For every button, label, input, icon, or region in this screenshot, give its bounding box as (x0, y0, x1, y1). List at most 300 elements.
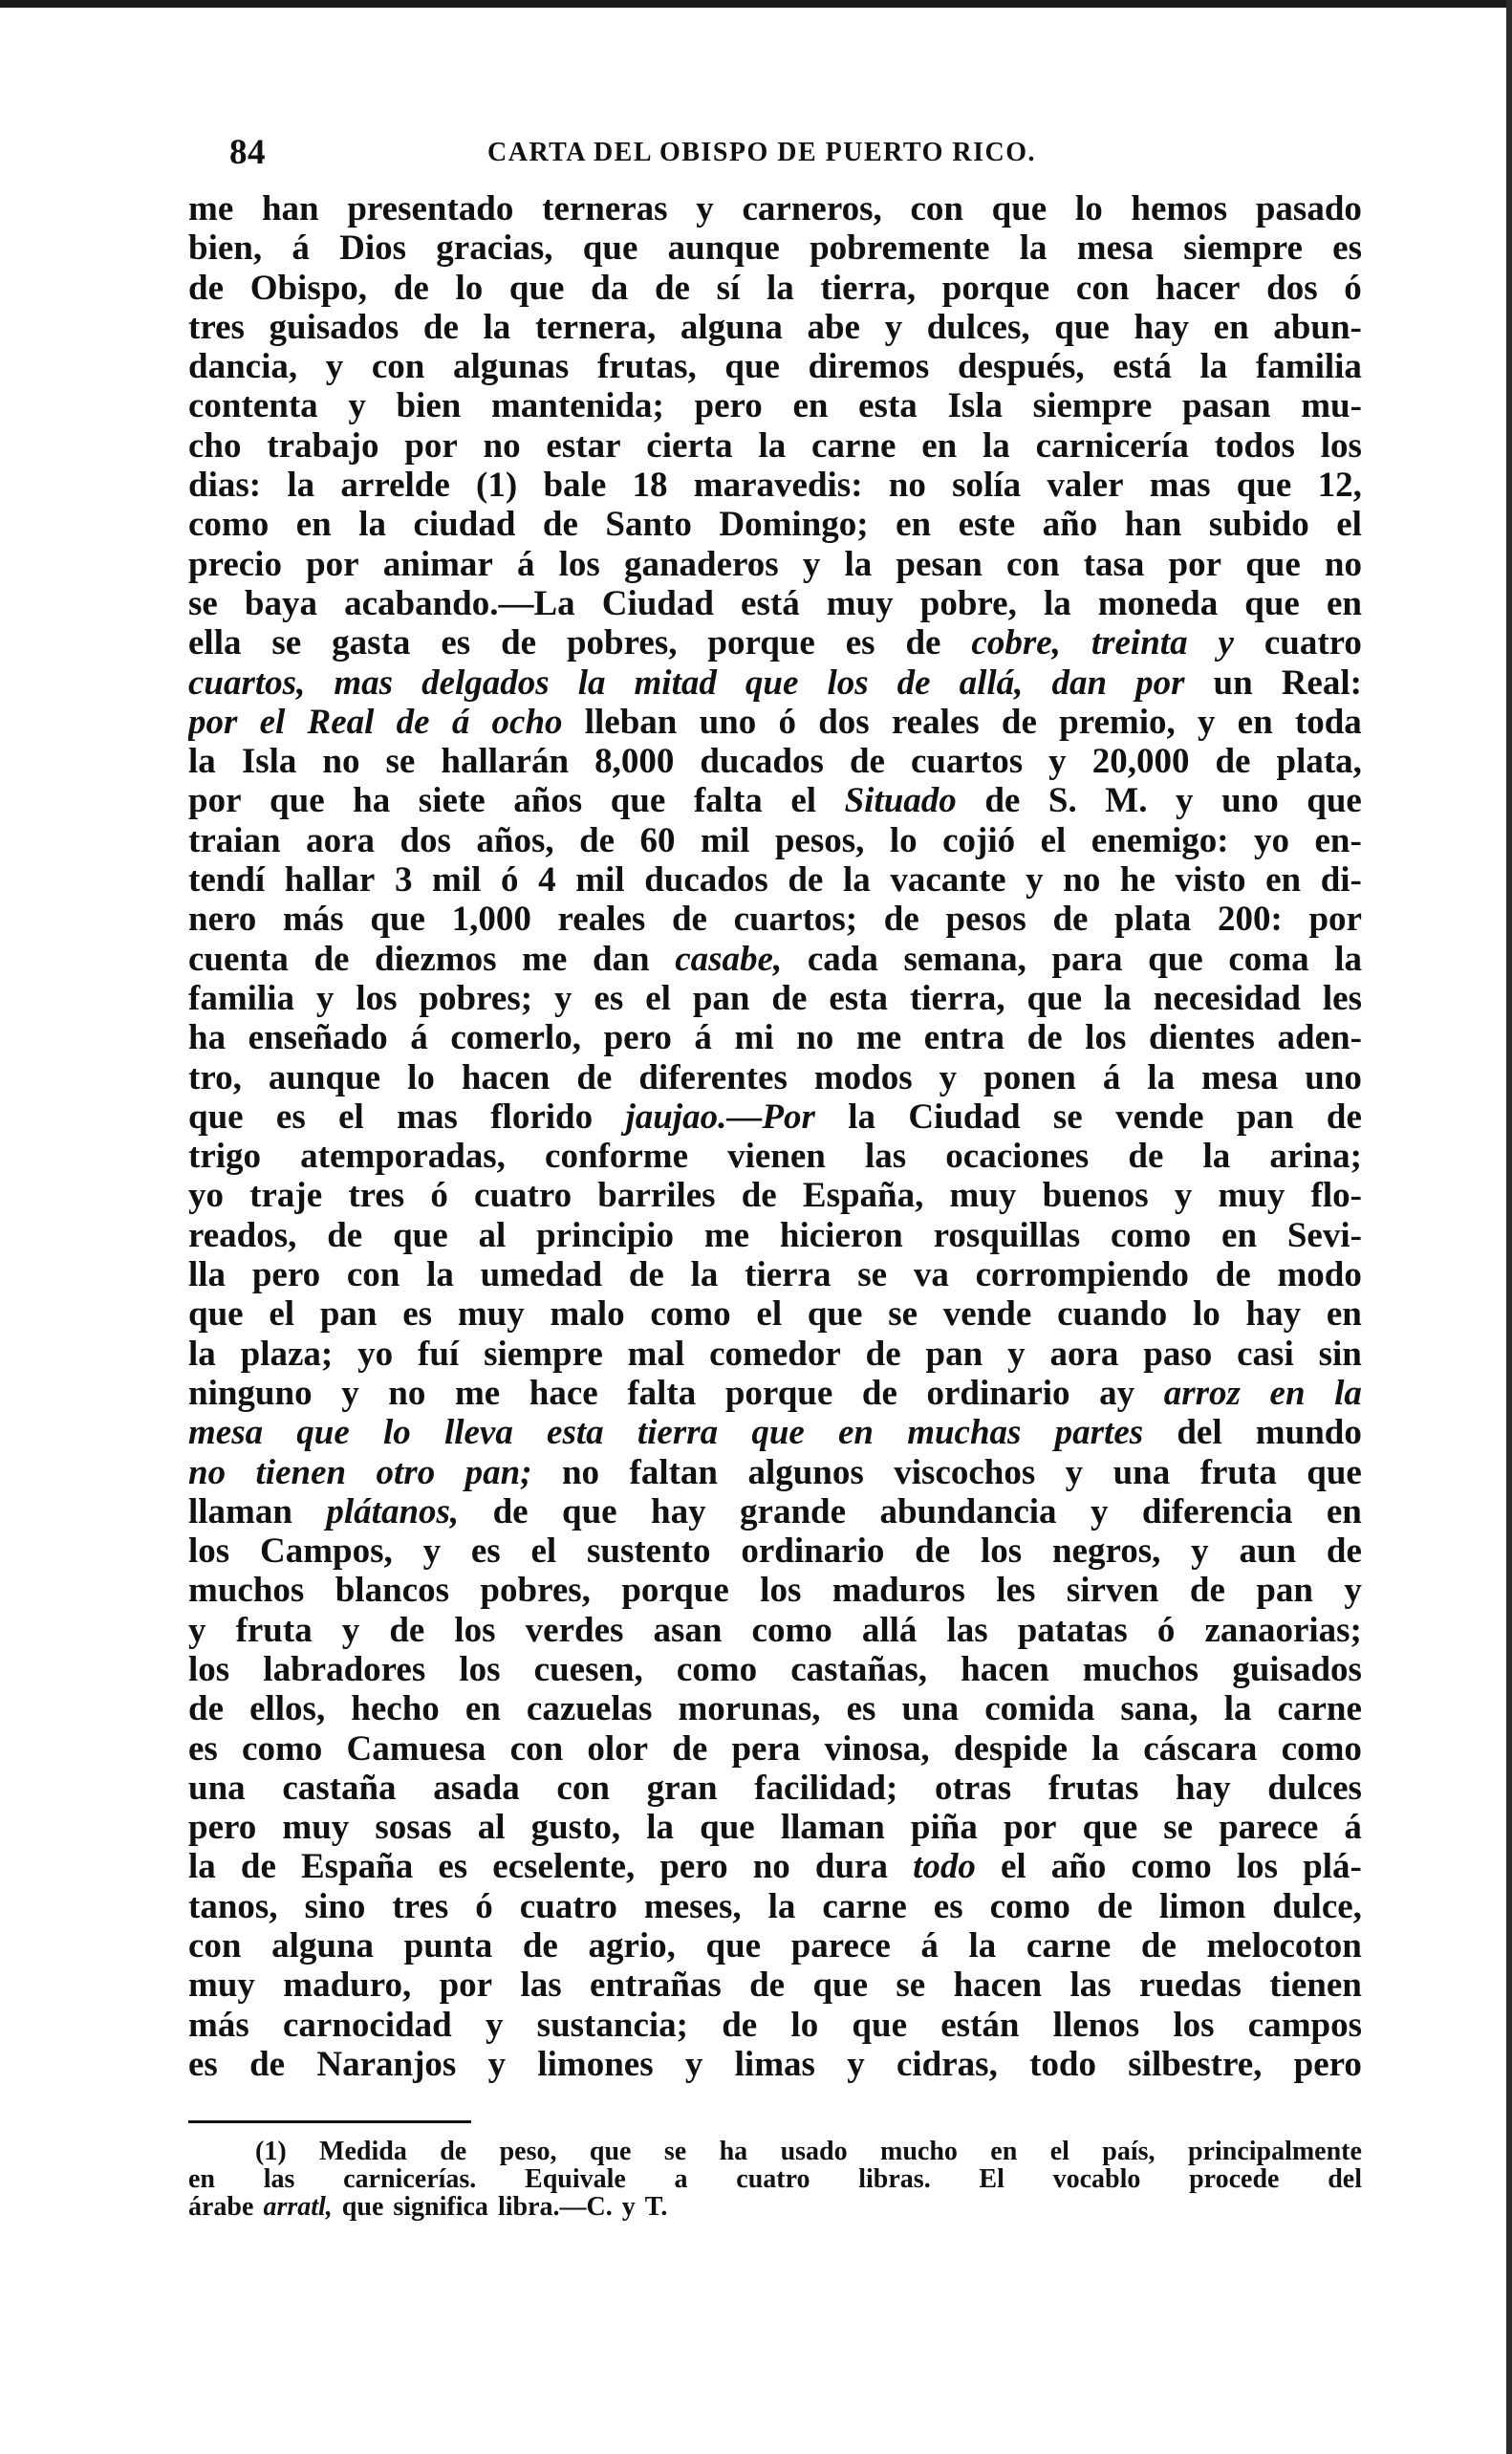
word: los (1236, 1847, 1279, 1887)
word: una (1112, 1452, 1171, 1492)
word: muchas (907, 1413, 1022, 1453)
word: pasan (1182, 386, 1271, 426)
word: falta (693, 781, 763, 821)
word: y (847, 2044, 865, 2084)
word: modos (813, 1057, 913, 1097)
word: carne (822, 1886, 907, 1926)
word: negros, (1051, 1531, 1161, 1572)
word: y (341, 1610, 360, 1650)
word: porque (941, 268, 1050, 308)
word: y (315, 978, 335, 1018)
word: las (1069, 1965, 1112, 2006)
word: baya (244, 583, 317, 623)
word: otras (934, 1768, 1012, 1808)
word: fruta (1199, 1452, 1277, 1492)
word: pobres, (566, 623, 678, 663)
word: por (404, 425, 458, 466)
word: de (722, 2005, 758, 2045)
word: y (188, 1610, 206, 1650)
word: carne (1277, 1689, 1362, 1729)
word: á (517, 544, 535, 584)
word: y (696, 189, 714, 228)
word: como (242, 1728, 323, 1769)
word: dos (400, 820, 451, 860)
word: por (1168, 544, 1222, 584)
word: guisados (1232, 1649, 1362, 1689)
word: que (1245, 544, 1301, 584)
text-line (188, 703, 1362, 742)
word: tierra, (820, 268, 917, 308)
word: y (325, 347, 344, 387)
word: que (1026, 978, 1083, 1018)
word: malo (550, 1294, 625, 1335)
word: vinosa, (824, 1728, 930, 1769)
text-line (188, 1176, 1362, 1215)
word: ocho (491, 702, 563, 742)
word: cuartos; (733, 900, 858, 940)
word: que (807, 1294, 863, 1335)
word: la (758, 425, 787, 466)
word: hay (1176, 1768, 1231, 1808)
word: con (346, 1255, 400, 1295)
word: me (855, 1018, 902, 1058)
word: de (440, 2138, 467, 2165)
word: treinta (1091, 623, 1188, 663)
word: no (1324, 544, 1362, 584)
word: ó (778, 702, 796, 742)
text-line (188, 426, 1362, 466)
text-line (188, 1689, 1362, 1728)
word: la (1334, 939, 1362, 979)
word: de (542, 505, 578, 545)
word: es (188, 2044, 218, 2084)
word: que (1082, 1808, 1138, 1848)
word: moneda (1097, 583, 1219, 623)
word: ordinario (926, 1373, 1070, 1413)
word: semana, (903, 939, 1026, 979)
word: el (790, 781, 817, 821)
word: la (983, 425, 1010, 466)
word: 20,000 (1091, 742, 1190, 782)
word: que (1307, 781, 1362, 821)
word: es (441, 623, 471, 663)
word: tres (348, 1176, 405, 1216)
word: el (259, 702, 286, 742)
word: limas (734, 2044, 815, 2084)
word: el (1049, 2138, 1069, 2165)
word: trabajo (267, 425, 379, 466)
word: y (1048, 742, 1067, 782)
word: ternera, (534, 307, 657, 347)
text-line (188, 900, 1362, 939)
word: llaman (188, 1491, 292, 1531)
word: cho (188, 425, 242, 466)
word: la (188, 1847, 216, 1887)
word: la (1199, 347, 1228, 387)
word: y (485, 2005, 504, 2045)
word: estar (546, 425, 621, 466)
word: porque (707, 623, 815, 663)
word: el (1040, 820, 1067, 860)
word: plata (1114, 900, 1192, 940)
word: que (188, 1294, 244, 1335)
word: mas (1149, 466, 1211, 506)
word: es (438, 1847, 468, 1887)
word: pero (603, 1018, 672, 1058)
word: de (579, 820, 616, 860)
word: es (1332, 228, 1362, 269)
word: Isla (947, 386, 1004, 426)
word: familia (1255, 347, 1362, 387)
word: T. (644, 2193, 668, 2221)
word: arroz (1163, 1373, 1241, 1413)
word: di- (1320, 860, 1362, 901)
word: lo (455, 268, 484, 308)
word: cuartos, (188, 662, 306, 703)
word: meses, (643, 1886, 742, 1926)
scan-edge-top (0, 0, 1512, 8)
word: de (1052, 900, 1089, 940)
word: es (933, 1886, 963, 1926)
word: cáscara (1143, 1728, 1258, 1769)
word: sosas (375, 1808, 452, 1848)
word: cazuelas (526, 1689, 653, 1729)
word: ecselente, (492, 1847, 636, 1887)
word: de (628, 1255, 664, 1295)
text-line (188, 1374, 1362, 1413)
word: en (1213, 307, 1249, 347)
word: en (1265, 860, 1302, 901)
footnote-line (188, 2165, 1362, 2193)
word: plátanos, (326, 1491, 460, 1531)
word: de (313, 939, 350, 979)
word: todo (1029, 2044, 1096, 2084)
word: Equivale (525, 2165, 626, 2193)
word: de (883, 900, 919, 940)
word: hemos (1131, 189, 1228, 228)
word: carnocidad (282, 2005, 452, 2045)
word: sustancia; (536, 2005, 688, 2045)
word: que (508, 268, 565, 308)
word: les (996, 1571, 1036, 1611)
word: los (827, 662, 869, 703)
word: está (741, 583, 800, 623)
word: lo (1074, 189, 1103, 228)
word: no (888, 466, 926, 506)
word: cuatro (1264, 623, 1362, 663)
text-line (188, 1926, 1362, 1965)
text-line (188, 584, 1362, 623)
word: del (1177, 1413, 1222, 1453)
word: hecho (351, 1689, 440, 1729)
word: y (1026, 860, 1044, 901)
word: Camuesa (346, 1728, 486, 1769)
word: cuatro (474, 1176, 572, 1216)
word: S. (1048, 781, 1077, 821)
word: lo (889, 820, 918, 860)
word: me (454, 1373, 501, 1413)
word: M. (1105, 781, 1148, 821)
word: las (520, 1965, 562, 2006)
word: los (760, 1571, 802, 1611)
word: los (1173, 2005, 1215, 2045)
word: pero (251, 1255, 321, 1295)
word: de (984, 781, 1021, 821)
word: me (188, 189, 234, 228)
word: grande (740, 1491, 847, 1531)
word: limon (1158, 1886, 1246, 1926)
word: mesa (188, 1413, 264, 1453)
word: esta (858, 386, 918, 426)
word: rosquillas (933, 1215, 1081, 1255)
word: dulce, (1272, 1886, 1362, 1926)
word: enseñado (248, 1018, 388, 1058)
word: pobres, (480, 1571, 591, 1611)
word: pasado (1255, 189, 1362, 228)
word: no (561, 1452, 600, 1492)
word: Ciudad (908, 1097, 1021, 1137)
word: comedor (709, 1334, 841, 1374)
word: y (802, 544, 821, 584)
word: muy (826, 583, 894, 623)
word: para (1051, 939, 1123, 979)
word: por (188, 781, 242, 821)
word: país, (1102, 2138, 1156, 2165)
word: arina; (1269, 1137, 1362, 1177)
word: que (751, 1413, 805, 1453)
word: de (1326, 1531, 1362, 1572)
word: están (940, 2005, 1020, 2045)
word: allá, (959, 662, 1024, 703)
word: 12, (1317, 466, 1362, 506)
word: ó (501, 860, 519, 901)
word: sana, (1120, 1689, 1199, 1729)
word: y (684, 2044, 703, 2084)
text-line (188, 1571, 1362, 1610)
word: es (188, 1728, 218, 1769)
word: El (979, 2165, 1004, 2193)
word: dan (592, 939, 650, 979)
word: aora (306, 820, 375, 860)
word: en (1221, 1215, 1258, 1255)
text-line (188, 545, 1362, 584)
word: comerlo, (450, 1018, 581, 1058)
word: casabe, (675, 939, 783, 979)
word: maravedis: (693, 466, 863, 506)
word: Real (307, 702, 375, 742)
word: años, (476, 820, 554, 860)
text-line (188, 1965, 1362, 2005)
word: principio (536, 1215, 674, 1255)
word: uno (1305, 1057, 1362, 1097)
word: los (1085, 1018, 1127, 1058)
word: limones (537, 2044, 654, 2084)
word: de (771, 978, 808, 1018)
word: no (188, 1452, 227, 1492)
word: umedad (480, 1255, 603, 1295)
word: agrio, (588, 1926, 676, 1966)
word: de (1326, 1097, 1362, 1137)
word: siete (418, 781, 486, 821)
word: entrañas (590, 1965, 722, 2006)
word: los (459, 1649, 501, 1689)
text-line (188, 1335, 1362, 1374)
word: ó (430, 1176, 448, 1216)
text-line (188, 1255, 1362, 1294)
word: y (348, 386, 366, 426)
word: es (845, 623, 875, 663)
text-line (188, 742, 1362, 781)
word: en- (1314, 820, 1362, 860)
word: campos (1247, 2005, 1362, 2045)
word: tasa (1083, 544, 1145, 584)
word: de (422, 307, 459, 347)
word: mundo (1255, 1413, 1362, 1453)
word: de (865, 1334, 901, 1374)
word: siempre (1032, 386, 1153, 426)
word: que (1307, 1452, 1362, 1492)
word: y (1090, 1491, 1109, 1531)
footnote (188, 2138, 1362, 2221)
word: pan (925, 1334, 983, 1374)
word: de (1215, 1255, 1251, 1295)
word: se (896, 1965, 926, 2006)
word: que (270, 781, 325, 821)
word: tienen (1269, 1965, 1362, 2006)
word: pero (188, 1808, 257, 1848)
word: dura (814, 1847, 888, 1887)
word: de (788, 860, 824, 901)
word: cuatro (736, 2165, 810, 2193)
word: faltan (629, 1452, 718, 1492)
word: es (470, 1531, 501, 1572)
word: de (915, 1531, 951, 1572)
word: mil (700, 820, 750, 860)
word: como (188, 505, 270, 545)
word: un (1213, 662, 1253, 703)
word: vocablo (1052, 2165, 1141, 2193)
word: parece (1219, 1808, 1319, 1848)
word: de (396, 702, 430, 742)
word: sino (304, 1886, 366, 1926)
word: ciudad (413, 505, 516, 545)
word: de (1128, 1137, 1164, 1177)
word: lo (1192, 1294, 1220, 1335)
word: en (1237, 702, 1273, 742)
word: hacen (953, 1965, 1043, 2006)
word: maduros (832, 1571, 965, 1611)
word: nero (188, 900, 257, 940)
word: de (389, 1610, 425, 1650)
word: está (1112, 347, 1172, 387)
word: morunas, (678, 1689, 821, 1729)
word: de (654, 268, 690, 308)
word: abun- (1273, 307, 1362, 347)
word: necesidad (1153, 978, 1301, 1018)
word: de (1215, 742, 1251, 782)
word: á (410, 1018, 428, 1058)
word: y (939, 1057, 958, 1097)
word: se (385, 742, 416, 782)
word: la (1223, 1689, 1252, 1729)
word: muy (282, 1808, 350, 1848)
word: casi (1237, 1334, 1294, 1374)
text-line (188, 860, 1362, 900)
word: no (796, 1018, 834, 1058)
word: en (295, 505, 332, 545)
word: y (422, 1531, 442, 1572)
word: procede (1189, 2165, 1280, 2193)
word: gusto, (530, 1808, 621, 1848)
word: que (589, 2138, 632, 2165)
word: falta (627, 1373, 697, 1413)
word: por (306, 544, 359, 584)
word: con (371, 347, 425, 387)
word: pero (1293, 2044, 1362, 2084)
word: en (921, 425, 958, 466)
word: verdes (525, 1610, 624, 1650)
word: en (1326, 1294, 1362, 1335)
word: las (263, 2165, 295, 2193)
word: piña (910, 1808, 978, 1848)
word: diferentes (638, 1057, 788, 1097)
word: dias: (188, 466, 262, 506)
text-line (188, 940, 1362, 979)
text-line (188, 308, 1362, 347)
word: la (968, 1926, 997, 1966)
word: castaña (282, 1768, 397, 1808)
word: pan (1256, 1571, 1313, 1611)
word: la (1202, 1137, 1231, 1177)
word: ay (1099, 1373, 1135, 1413)
word: con (556, 1768, 610, 1808)
word: Ciudad (601, 583, 714, 623)
word: aunque (268, 1057, 381, 1097)
word: ella (188, 623, 242, 663)
word: aunque (667, 228, 780, 269)
word: 200: (1217, 900, 1283, 940)
word: que (724, 347, 780, 387)
word: esta (547, 1413, 604, 1453)
word: como (989, 1886, 1070, 1926)
word: á (451, 702, 470, 742)
word: asan (653, 1610, 723, 1650)
word: blancos (335, 1571, 449, 1611)
word: como (751, 1610, 832, 1650)
word: asada (433, 1768, 520, 1808)
word: entra (923, 1018, 1004, 1058)
word: por (439, 1965, 493, 2006)
text-line (188, 821, 1362, 860)
word: lleban (584, 702, 678, 742)
word: cuartos (910, 742, 1024, 782)
word: y (487, 2044, 507, 2084)
word: Dios (339, 228, 407, 269)
word: me (522, 939, 568, 979)
word: mal (627, 1334, 685, 1374)
text-line (188, 1294, 1362, 1334)
word: cojió (942, 820, 1016, 860)
word: uno (1221, 781, 1279, 821)
word: peso, (499, 2138, 557, 2165)
word: jaujao.—Por (625, 1097, 815, 1137)
word: vacante (890, 860, 1006, 901)
word: Situado (844, 781, 957, 821)
word: aun (1239, 1531, 1297, 1572)
word: pobre, (919, 583, 1017, 623)
word: lo (382, 1413, 411, 1453)
word: guisados (269, 307, 400, 347)
